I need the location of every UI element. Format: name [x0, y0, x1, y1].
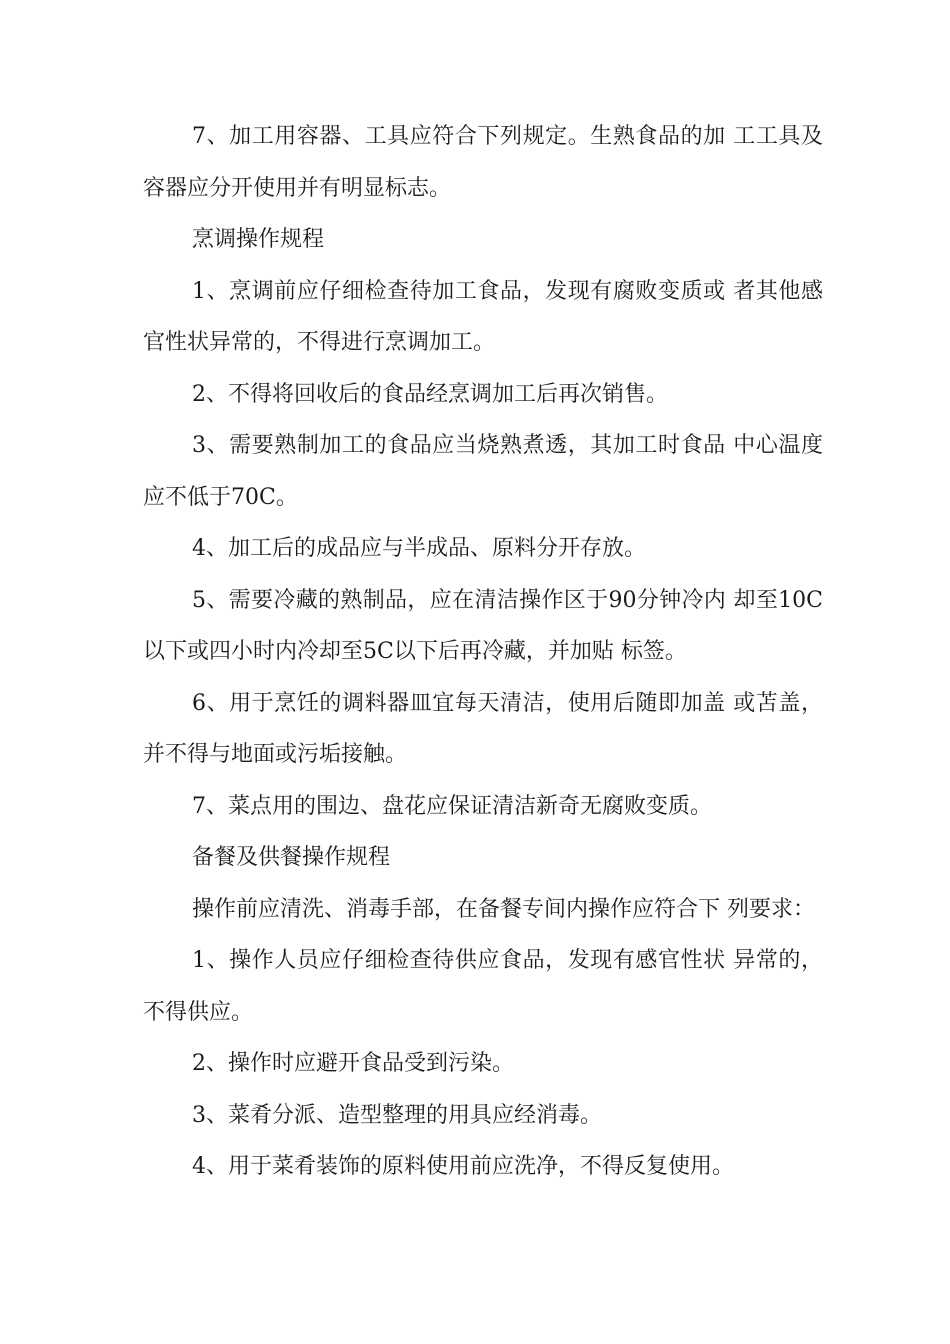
- paragraph-serving-rule-2: 2、操作时应避开食品受到污染。: [192, 1051, 514, 1076]
- paragraph-processing-tools: 7、加工用容器、工具应符合下列规定。生熟食品的加 工工具及容器应分开使用并有明显标志。: [143, 124, 823, 201]
- heading-serving-procedures: 备餐及供餐操作规程: [192, 845, 391, 870]
- heading-cooking-procedures: 烹调操作规程: [192, 227, 325, 252]
- paragraph-cooking-rule-7: 7、菜点用的围边、盘花应保证清洁新奇无腐败变质。: [192, 793, 712, 819]
- paragraph-cooking-rule-6: 6、用于烹饪的调料器皿宜每天清洁，使用后随即加盖 或苫盖，并不得与地面或污垢接触。: [143, 690, 823, 767]
- paragraph-serving-intro: 操作前应清洗、消毒手部，在备餐专间内操作应符合下 列要求：: [192, 896, 815, 922]
- document-body: [143, 111, 823, 1193]
- paragraph-serving-rule-4: 4、用于菜肴装饰的原料使用前应洗净，不得反复使用。: [192, 1154, 734, 1179]
- paragraph-cooking-rule-2: 2、不得将回收后的食品经烹调加工后再次销售。: [192, 381, 668, 407]
- paragraph-cooking-rule-1: 1、烹调前应仔细检查待加工食品，发现有腐败变质或 者其他感官性状异常的，不得进行烹调加工。: [143, 278, 823, 355]
- paragraph-cooking-rule-4: 4、加工后的成品应与半成品、原料分开存放。: [192, 536, 646, 561]
- paragraph-cooking-rule-3: 3、需要熟制加工的食品应当烧熟煮透，其加工时食品 中心温度应不低于70C。: [143, 433, 823, 510]
- paragraph-cooking-rule-5: 5、需要冷藏的熟制品，应在清洁操作区于90分钟冷内 却至10C以下或四小时内冷却至5C以下后再冷藏，并加贴 标签。: [143, 587, 823, 664]
- paragraph-serving-rule-3: 3、菜肴分派、造型整理的用具应经消毒。: [192, 1102, 602, 1128]
- paragraph-serving-rule-1: 1、操作人员应仔细检查待供应食品，发现有感官性状 异常的，不得供应。: [143, 948, 823, 1025]
